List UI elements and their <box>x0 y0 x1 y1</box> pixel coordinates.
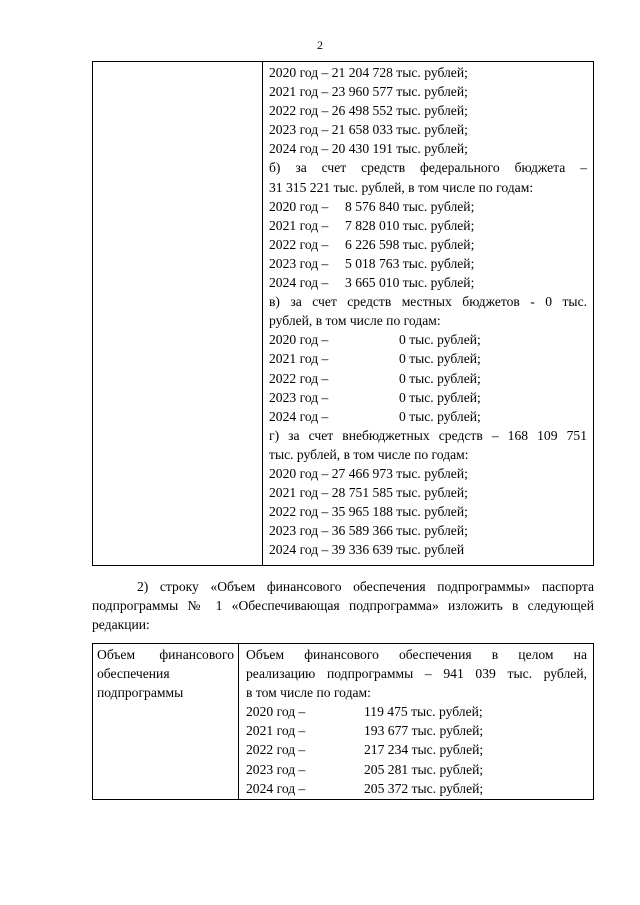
amount-value: 193 677 тыс. рублей; <box>364 723 484 739</box>
text-line: 2024 год – 39 336 639 тыс. рублей <box>269 542 465 558</box>
page-number: 2 <box>317 38 323 52</box>
year-label: 2021 год – <box>246 723 306 739</box>
year-label: 2022 год – <box>269 370 329 386</box>
amount-value: 205 281 тыс. рублей; <box>364 761 484 777</box>
text-line: 2021 год – 23 960 577 тыс. рублей; <box>269 84 468 100</box>
year-amount-line <box>269 216 587 235</box>
amount-value: 5 018 763 тыс. рублей; <box>345 255 475 271</box>
text-line: тыс. рублей, в том числе по годам: <box>269 446 469 462</box>
year-amount-line <box>269 407 587 426</box>
year-label: 2023 год – <box>269 255 329 271</box>
year-amount-line <box>269 235 587 254</box>
amount-value: 3 665 010 тыс. рублей; <box>345 275 475 291</box>
amount-value: 8 576 840 тыс. рублей; <box>345 198 475 214</box>
year-amount-line <box>269 197 587 216</box>
year-amount-line <box>269 369 587 388</box>
year-label: 2024 год – <box>246 780 306 796</box>
table-left-cell-empty <box>93 62 263 565</box>
year-label: 2022 год – <box>269 236 329 252</box>
amount-value: 119 475 тыс. рублей; <box>364 704 483 720</box>
text-line: 2023 год – 21 658 033 тыс. рублей; <box>269 122 468 138</box>
year-amount-line <box>246 721 587 740</box>
paragraph-line: редакции: <box>92 617 150 632</box>
text-line: б) за счет средств федерального бюджета – <box>269 160 587 176</box>
amount-value: 217 234 тыс. рублей; <box>364 742 484 758</box>
text-line: 31 315 221 тыс. рублей, в том числе по годам: <box>269 179 534 195</box>
amount-value: 0 тыс. рублей; <box>399 370 481 386</box>
intro-line: Объем финансового обеспечения в целом на <box>246 647 587 662</box>
table-left-cell <box>93 644 239 799</box>
amount-value: 0 тыс. рублей; <box>399 332 481 348</box>
year-label: 2024 год – <box>269 275 329 291</box>
left-cell-line: обеспечения <box>97 666 170 682</box>
text-line: 2020 год – 21 204 728 тыс. рублей; <box>269 65 468 80</box>
year-amount-line <box>269 330 587 349</box>
year-label: 2020 год – <box>246 704 306 720</box>
year-label: 2021 год – <box>269 217 329 233</box>
intro-line: в том числе по годам: <box>246 685 371 701</box>
amendment-paragraph <box>92 577 594 634</box>
table-right-cell <box>263 62 593 565</box>
year-label: 2021 год – <box>269 351 329 367</box>
text-line: 2022 год – 35 965 188 тыс. рублей; <box>269 504 468 520</box>
year-label: 2022 год – <box>246 742 306 758</box>
amount-value: 0 тыс. рублей; <box>399 351 481 367</box>
text-line: г) за счет внебюджетных средств – 168 109 751 <box>269 427 587 443</box>
amount-value: 6 226 598 тыс. рублей; <box>345 236 475 252</box>
text-line: 2020 год – 27 466 973 тыс. рублей; <box>269 465 468 481</box>
year-amount-line <box>246 779 587 798</box>
year-label: 2023 год – <box>246 761 306 777</box>
subprogram-funding-table <box>92 643 594 800</box>
table-right-cell <box>240 644 593 799</box>
text-line: 2022 год – 26 498 552 тыс. рублей; <box>269 103 468 119</box>
year-label: 2020 год – <box>269 332 329 348</box>
intro-line: реализацию подпрограммы – 941 039 тыс. рублей, <box>246 666 587 682</box>
year-amount-line <box>269 254 587 273</box>
paragraph-line: подпрограммы № 1 «Обеспечивающая подпрограмма» изложить в следующей <box>92 598 594 613</box>
left-cell-line: Объем финансового <box>97 647 234 662</box>
text-line: в) за счет средств местных бюджетов - 0 тыс. <box>269 294 587 310</box>
funding-table-continued <box>92 61 594 566</box>
amount-value: 205 372 тыс. рублей; <box>364 780 484 796</box>
amount-value: 0 тыс. рублей; <box>399 389 481 405</box>
year-label: 2020 год – <box>269 198 329 214</box>
amount-value: 0 тыс. рублей; <box>399 408 481 424</box>
year-amount-line <box>246 702 587 721</box>
year-amount-line <box>269 388 587 407</box>
paragraph-line: 2) строку «Объем финансового обеспечения подпрограммы» паспорта <box>137 579 594 594</box>
text-line: 2021 год – 28 751 585 тыс. рублей; <box>269 485 468 501</box>
year-amount-line <box>269 349 587 368</box>
left-cell-line: подпрограммы <box>97 685 184 701</box>
amount-value: 7 828 010 тыс. рублей; <box>345 217 475 233</box>
year-amount-line <box>246 760 587 779</box>
year-label: 2024 год – <box>269 408 329 424</box>
text-line: рублей, в том числе по годам: <box>269 313 441 329</box>
text-line: 2024 год – 20 430 191 тыс. рублей; <box>269 141 468 157</box>
year-amount-line <box>269 273 587 292</box>
text-line: 2023 год – 36 589 366 тыс. рублей; <box>269 523 468 539</box>
year-label: 2023 год – <box>269 389 329 405</box>
year-amount-line <box>246 740 587 759</box>
